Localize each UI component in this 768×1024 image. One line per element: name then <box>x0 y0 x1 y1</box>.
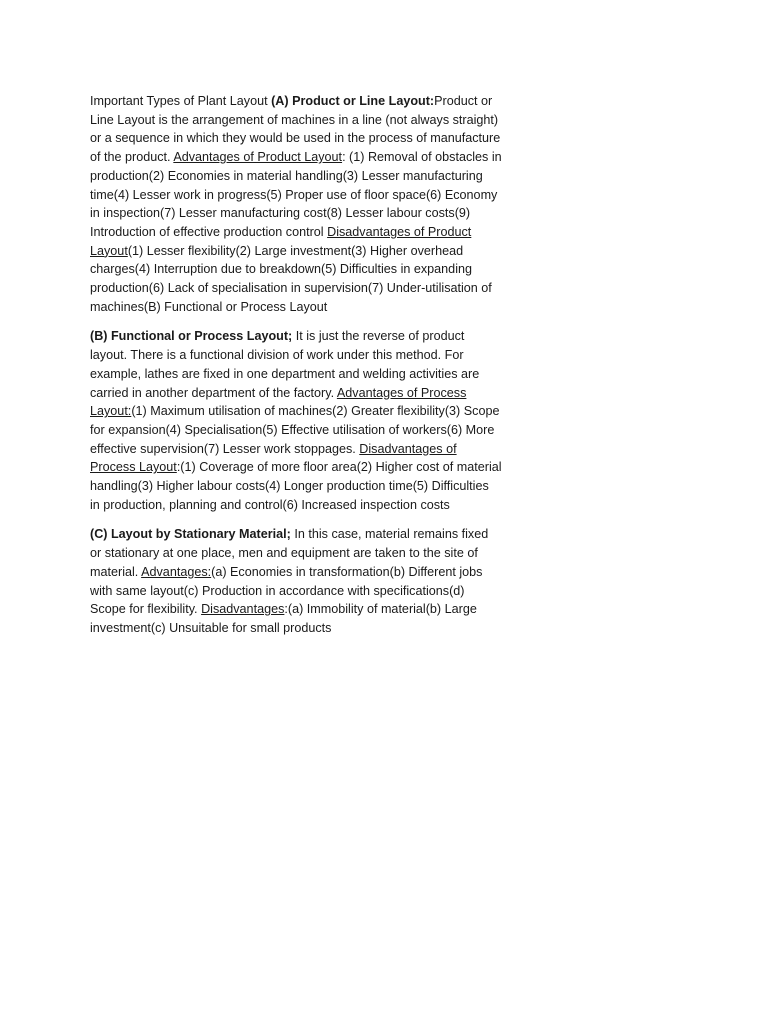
intro-text: Important Types of Plant Layout <box>90 94 272 108</box>
stationary-layout-definition: In this case, material remains fixed or stationary at one place, men and equipment are taken to the site of material. <box>90 527 489 579</box>
product-layout-definition: Product or Line Layout is the arrangement of machines in a line (not always straight) or a sequence in which they would be used in the process of manufacture of the product. <box>90 94 501 165</box>
advantages-product-layout-list: : (1) Removal of obstacles in production(2) Economies in material handling(3) Lesser manufacturing time(4) Lesser work in progress(5) Proper use of floor space(6) Economy in inspection(7) Lesser manufacturing cost(8) Lesser labour costs(9) Introduction of effective production control <box>90 150 502 239</box>
heading-disadvantages-process-layout: Disadvantages of Process Layout <box>90 441 457 475</box>
heading-product-layout: (A) Product or Line Layout: <box>271 94 435 108</box>
heading-advantages-product-layout: Advantages of Product Layout <box>173 150 343 165</box>
heading-advantages-process-layout: Advantages of Process Layout: <box>90 385 467 419</box>
disadvantages-stationary-layout-list: :(a) Immobility of material(b) Large investment(c) Unsuitable for small products <box>90 602 477 635</box>
paragraph-stationary-layout <box>90 525 502 637</box>
paragraph-product-layout <box>90 92 502 316</box>
process-layout-definition: It is just the reverse of product layout. There is a functional division of work under this method. For example, lathes are fixed in one department and welding activities are carried in another department of the factory. <box>90 329 480 400</box>
advantages-process-layout-list: (1) Maximum utilisation of machines(2) Greater flexibility(3) Scope for expansion(4) Specialisation(5) Effective utilisation of workers(6) More effective supervision(7) Lesser work stoppages. <box>90 404 500 456</box>
disadvantages-process-layout-list: :(1) Coverage of more floor area(2) Higher cost of material handling(3) Higher labour costs(4) Longer production time(5) Difficulties in production, planning and control(6) Increased inspection costs <box>90 460 502 512</box>
disadvantages-product-layout-list: (1) Lesser flexibility(2) Large investment(3) Higher overhead charges(4) Interruption due to breakdown(5) Difficulties in expanding production(6) Lack of specialisation in supervision(7) Under-utilisation of machines(B) Functional or Process Layout <box>90 243 492 314</box>
heading-disadvantages-stationary-layout: Disadvantages <box>201 602 285 617</box>
advantages-stationary-layout-list: (a) Economies in transformation(b) Different jobs with same layout(c) Production in accordance with specifications(d) Scope for flexibility. <box>90 564 483 617</box>
heading-disadvantages-product-layout: Disadvantages of Product Layout <box>90 224 472 258</box>
document-body <box>90 92 502 649</box>
heading-advantages-stationary-layout: Advantages: <box>141 564 212 579</box>
heading-stationary-layout: (C) Layout by Stationary Material; <box>90 527 291 542</box>
paragraph-process-layout <box>90 327 502 514</box>
heading-process-layout: (B) Functional or Process Layout; <box>90 329 293 344</box>
